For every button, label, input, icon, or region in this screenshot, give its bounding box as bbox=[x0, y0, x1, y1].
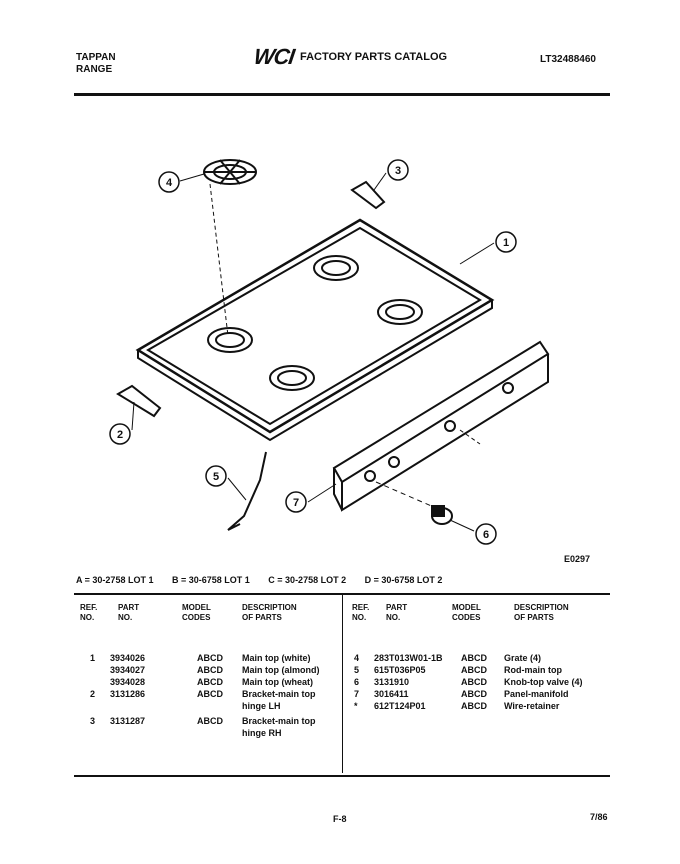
callout-label-4: 4 bbox=[165, 177, 173, 189]
row-ref: 6 bbox=[354, 677, 360, 687]
lot-b: B = 30-6758 LOT 1 bbox=[171, 575, 250, 585]
row-desc: Rod-main top bbox=[504, 665, 562, 675]
brand-line-2: RANGE bbox=[76, 64, 113, 75]
brand-line-1: TAPPAN bbox=[76, 52, 116, 63]
callout-label-3: 3 bbox=[394, 165, 402, 177]
row-part: 3016411 bbox=[374, 689, 409, 699]
row-part: 3131287 bbox=[110, 716, 146, 726]
lot-c: C = 30-2758 LOT 2 bbox=[268, 575, 347, 585]
header-desc-right: DESCRIPTION OF PARTS bbox=[514, 603, 569, 622]
header-part-right: PART NO. bbox=[386, 603, 408, 622]
row-ref: 5 bbox=[354, 665, 360, 675]
row-part: 615T036P05 bbox=[374, 665, 426, 675]
row-part: 612T124P01 bbox=[374, 701, 426, 711]
row-part: 283T013W01-1B bbox=[374, 653, 443, 663]
row-ref: 2 bbox=[90, 689, 96, 699]
callout-label-6: 6 bbox=[482, 529, 490, 541]
exploded-parts-diagram bbox=[80, 140, 610, 560]
row-desc: Bracket-main top bbox=[242, 689, 316, 699]
row-part: 3131286 bbox=[110, 689, 146, 699]
knob-part bbox=[432, 506, 452, 524]
rod-part bbox=[228, 452, 266, 530]
table-divider bbox=[342, 595, 343, 773]
bracket-lh-part bbox=[118, 386, 160, 416]
row-codes: ABCD bbox=[197, 689, 223, 699]
row-desc: Main top (wheat) bbox=[242, 677, 313, 687]
callout-label-2: 2 bbox=[116, 429, 124, 441]
row-desc-cont: hinge RH bbox=[242, 728, 282, 738]
catalog-title: FACTORY PARTS CATALOG bbox=[300, 51, 448, 63]
header-desc-left: DESCRIPTION OF PARTS bbox=[242, 603, 297, 622]
header-part-left: PART NO. bbox=[118, 603, 140, 622]
print-date: 7/86 bbox=[590, 812, 608, 822]
wci-logo: WCI bbox=[252, 44, 296, 69]
page-number: F-8 bbox=[333, 814, 347, 824]
row-codes: ABCD bbox=[197, 653, 223, 663]
callout-label-5: 5 bbox=[212, 471, 220, 483]
row-codes: ABCD bbox=[461, 689, 487, 699]
row-ref: 7 bbox=[354, 689, 360, 699]
row-codes: ABCD bbox=[461, 665, 487, 675]
figure-code: E0297 bbox=[564, 554, 591, 564]
lot-legend bbox=[76, 575, 458, 585]
callout-label-1: 1 bbox=[502, 237, 510, 249]
row-part: 3934026 bbox=[110, 653, 146, 663]
row-ref: 3 bbox=[90, 716, 96, 726]
bracket-rh-part bbox=[352, 182, 384, 208]
row-codes: ABCD bbox=[461, 677, 487, 687]
row-desc-cont: hinge LH bbox=[242, 701, 281, 711]
lot-a: A = 30-2758 LOT 1 bbox=[76, 575, 154, 585]
callout-label-7: 7 bbox=[292, 497, 300, 509]
row-part: 3934027 bbox=[110, 665, 146, 675]
model-number: LT32488460 bbox=[540, 54, 596, 65]
row-codes: ABCD bbox=[197, 716, 223, 726]
row-codes: ABCD bbox=[461, 653, 487, 663]
row-codes: ABCD bbox=[197, 665, 223, 675]
row-desc: Main top (white) bbox=[242, 653, 311, 663]
row-desc: Knob-top valve (4) bbox=[504, 677, 583, 687]
row-desc: Bracket-main top bbox=[242, 716, 316, 726]
header-model-left: MODEL CODES bbox=[182, 603, 211, 622]
row-ref: * bbox=[354, 701, 358, 711]
row-part: 3131910 bbox=[374, 677, 410, 687]
row-desc: Panel-manifold bbox=[504, 689, 569, 699]
main-top-part bbox=[138, 220, 492, 440]
grate-part bbox=[204, 160, 256, 184]
row-desc: Grate (4) bbox=[504, 653, 542, 663]
brand-block bbox=[76, 52, 116, 76]
header-ref-right: REF. NO. bbox=[352, 603, 370, 622]
row-desc: Wire-retainer bbox=[504, 701, 560, 711]
row-ref: 1 bbox=[90, 653, 96, 663]
row-part: 3934028 bbox=[110, 677, 146, 687]
lot-d: D = 30-6758 LOT 2 bbox=[364, 575, 443, 585]
row-ref: 4 bbox=[354, 653, 360, 663]
header-rule bbox=[74, 93, 610, 96]
row-codes: ABCD bbox=[461, 701, 487, 711]
header-model-right: MODEL CODES bbox=[452, 603, 481, 622]
row-codes: ABCD bbox=[197, 677, 223, 687]
row-desc: Main top (almond) bbox=[242, 665, 320, 675]
header-ref-left: REF. NO. bbox=[80, 603, 98, 622]
